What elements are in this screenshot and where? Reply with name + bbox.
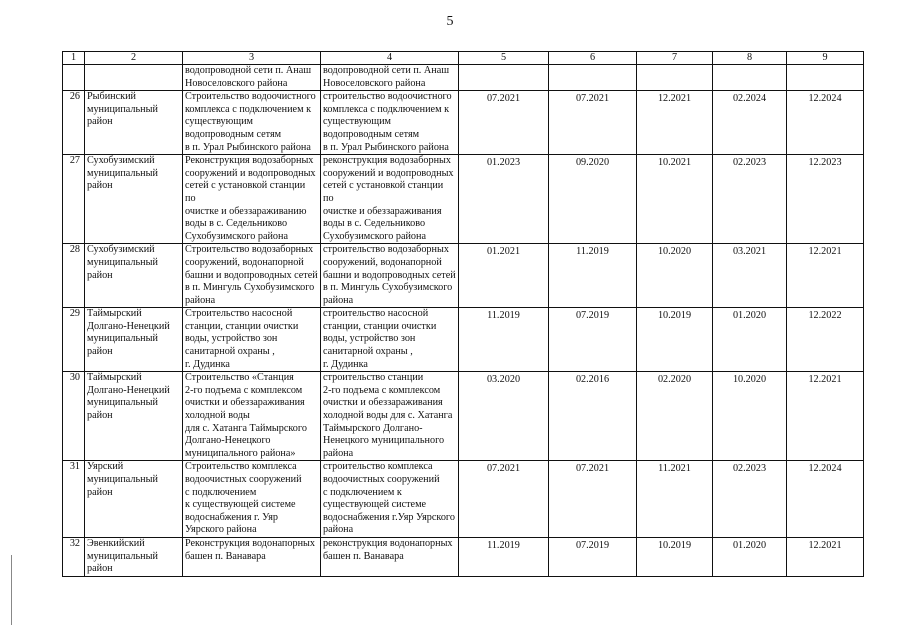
- table-cell-num: [63, 65, 85, 91]
- table-cell-num: 32: [63, 537, 85, 576]
- column-header: 9: [787, 52, 864, 65]
- table-row: [63, 65, 864, 91]
- column-header: 4: [321, 52, 459, 65]
- table-cell-c9: 12.2021: [787, 372, 864, 461]
- table-cell-c7: 10.2021: [637, 155, 713, 244]
- table-cell-c7: 11.2021: [637, 461, 713, 538]
- table-row: [63, 244, 864, 308]
- table-row: [63, 91, 864, 155]
- data-table: [62, 51, 864, 577]
- table-cell-c5: 07.2021: [459, 461, 549, 538]
- table-cell-num: 29: [63, 308, 85, 372]
- table-cell-c8: 01.2020: [713, 537, 787, 576]
- table-cell-c8: 02.2023: [713, 461, 787, 538]
- table-cell-district: Эвенкийский муниципальный район: [85, 537, 183, 576]
- table-cell-object: Строительство комплекса водоочистных сооружений с подключением к существующей системе водоснабжения г. Уяр Уярского района: [183, 461, 321, 538]
- table-cell-c9: 12.2023: [787, 155, 864, 244]
- table-cell-c5: 11.2019: [459, 537, 549, 576]
- table-cell-object: Реконструкция водозаборных сооружений и водопроводных сетей с установкой станции по очистке и обеззараживанию воды в с. Седельниково Сухобузимского района: [183, 155, 321, 244]
- table-cell-c9: [787, 65, 864, 91]
- table-cell-measure: строительство насосной станции, станции очистки воды, устройство зон санитарной охраны , г. Дудинка: [321, 308, 459, 372]
- table-row: [63, 308, 864, 372]
- column-header: 5: [459, 52, 549, 65]
- table-cell-measure: водопроводной сети п. Анаш Новоселовского района: [321, 65, 459, 91]
- table-cell-c6: 09.2020: [549, 155, 637, 244]
- page-number: 5: [446, 14, 454, 29]
- table-cell-num: 26: [63, 91, 85, 155]
- table-cell-num: 31: [63, 461, 85, 538]
- column-header: 6: [549, 52, 637, 65]
- table-cell-c7: 10.2020: [637, 244, 713, 308]
- table-cell-c6: 02.2016: [549, 372, 637, 461]
- table-cell-c5: 03.2020: [459, 372, 549, 461]
- margin-mark: [11, 555, 12, 625]
- table-cell-c9: 12.2021: [787, 537, 864, 576]
- table-cell-district: Таймырский Долгано-Ненецкий муниципальный район: [85, 372, 183, 461]
- table-cell-c5: 07.2021: [459, 91, 549, 155]
- table-cell-c6: 07.2019: [549, 537, 637, 576]
- table-cell-c7: 10.2019: [637, 308, 713, 372]
- table-cell-object: Реконструкция водонапорных башен п. Ванавара: [183, 537, 321, 576]
- table-cell-c7: [637, 65, 713, 91]
- table-cell-measure: строительство водозаборных сооружений, водонапорной башни и водопроводных сетей в п. Мингуль Сухобузимского района: [321, 244, 459, 308]
- table-cell-c6: 11.2019: [549, 244, 637, 308]
- table-cell-c7: 02.2020: [637, 372, 713, 461]
- table-cell-measure: строительство станции 2-го подъема с комплексом очистки и обеззараживания холодной воды для с. Хатанга Таймырского Долгано- Ненецкого муниципального района: [321, 372, 459, 461]
- table-cell-c6: 07.2019: [549, 308, 637, 372]
- table-cell-measure: реконструкция водонапорных башен п. Ванавара: [321, 537, 459, 576]
- table-cell-district: [85, 65, 183, 91]
- table-row: [63, 155, 864, 244]
- table-cell-object: Строительство водозаборных сооружений, водонапорной башни и водопроводных сетей в п. Мингуль Сухобузимского района: [183, 244, 321, 308]
- table-cell-measure: строительство комплекса водоочистных сооружений с подключением к существующей системе водоснабжения г.Уяр Уярского района: [321, 461, 459, 538]
- table-row: [63, 372, 864, 461]
- table-cell-c8: 02.2024: [713, 91, 787, 155]
- table-cell-c7: 12.2021: [637, 91, 713, 155]
- column-header: 2: [85, 52, 183, 65]
- table-cell-c5: [459, 65, 549, 91]
- table-cell-c8: 03.2021: [713, 244, 787, 308]
- table-cell-c6: 07.2021: [549, 91, 637, 155]
- table-cell-c5: 01.2021: [459, 244, 549, 308]
- table-cell-object: Строительство водоочистного комплекса с подключением к существующим водопроводным сетям в п. Урал Рыбинского района: [183, 91, 321, 155]
- table-cell-c8: 01.2020: [713, 308, 787, 372]
- table-row: [63, 461, 864, 538]
- table-cell-c9: 12.2022: [787, 308, 864, 372]
- table-cell-c8: 10.2020: [713, 372, 787, 461]
- column-header: 7: [637, 52, 713, 65]
- column-header: 3: [183, 52, 321, 65]
- table-cell-c5: 11.2019: [459, 308, 549, 372]
- header-row: [63, 52, 864, 65]
- table-cell-measure: реконструкция водозаборных сооружений и водопроводных сетей с установкой станции по очистке и обеззараживания воды в с. Седельниково Сухобузимского района: [321, 155, 459, 244]
- table-cell-object: Строительство «Станция 2-го подъема с комплексом очистки и обеззараживания холодной воды для с. Хатанга Таймырского Долгано-Ненецкого муниципального района»: [183, 372, 321, 461]
- table-cell-num: 28: [63, 244, 85, 308]
- table-cell-district: Таймырский Долгано-Ненецкий муниципальный район: [85, 308, 183, 372]
- table-cell-c6: 07.2021: [549, 461, 637, 538]
- table-cell-district: Уярский муниципальный район: [85, 461, 183, 538]
- table-cell-num: 27: [63, 155, 85, 244]
- table-cell-c6: [549, 65, 637, 91]
- table-cell-c7: 10.2019: [637, 537, 713, 576]
- table-cell-c8: 02.2023: [713, 155, 787, 244]
- column-header: 8: [713, 52, 787, 65]
- table-cell-district: Рыбинский муниципальный район: [85, 91, 183, 155]
- table-cell-c9: 12.2021: [787, 244, 864, 308]
- table-cell-object: Строительство насосной станции, станции очистки воды, устройство зон санитарной охраны , г. Дудинка: [183, 308, 321, 372]
- table-cell-district: Сухобузимский муниципальный район: [85, 155, 183, 244]
- column-header: 1: [63, 52, 85, 65]
- table-cell-c8: [713, 65, 787, 91]
- table-cell-num: 30: [63, 372, 85, 461]
- table-cell-c5: 01.2023: [459, 155, 549, 244]
- table-cell-district: Сухобузимский муниципальный район: [85, 244, 183, 308]
- table-row: [63, 537, 864, 576]
- table-cell-measure: строительство водоочистного комплекса с подключением к существующим водопроводным сетям в п. Урал Рыбинского района: [321, 91, 459, 155]
- table-cell-c9: 12.2024: [787, 91, 864, 155]
- table-cell-object: водопроводной сети п. Анаш Новоселовского района: [183, 65, 321, 91]
- table-cell-c9: 12.2024: [787, 461, 864, 538]
